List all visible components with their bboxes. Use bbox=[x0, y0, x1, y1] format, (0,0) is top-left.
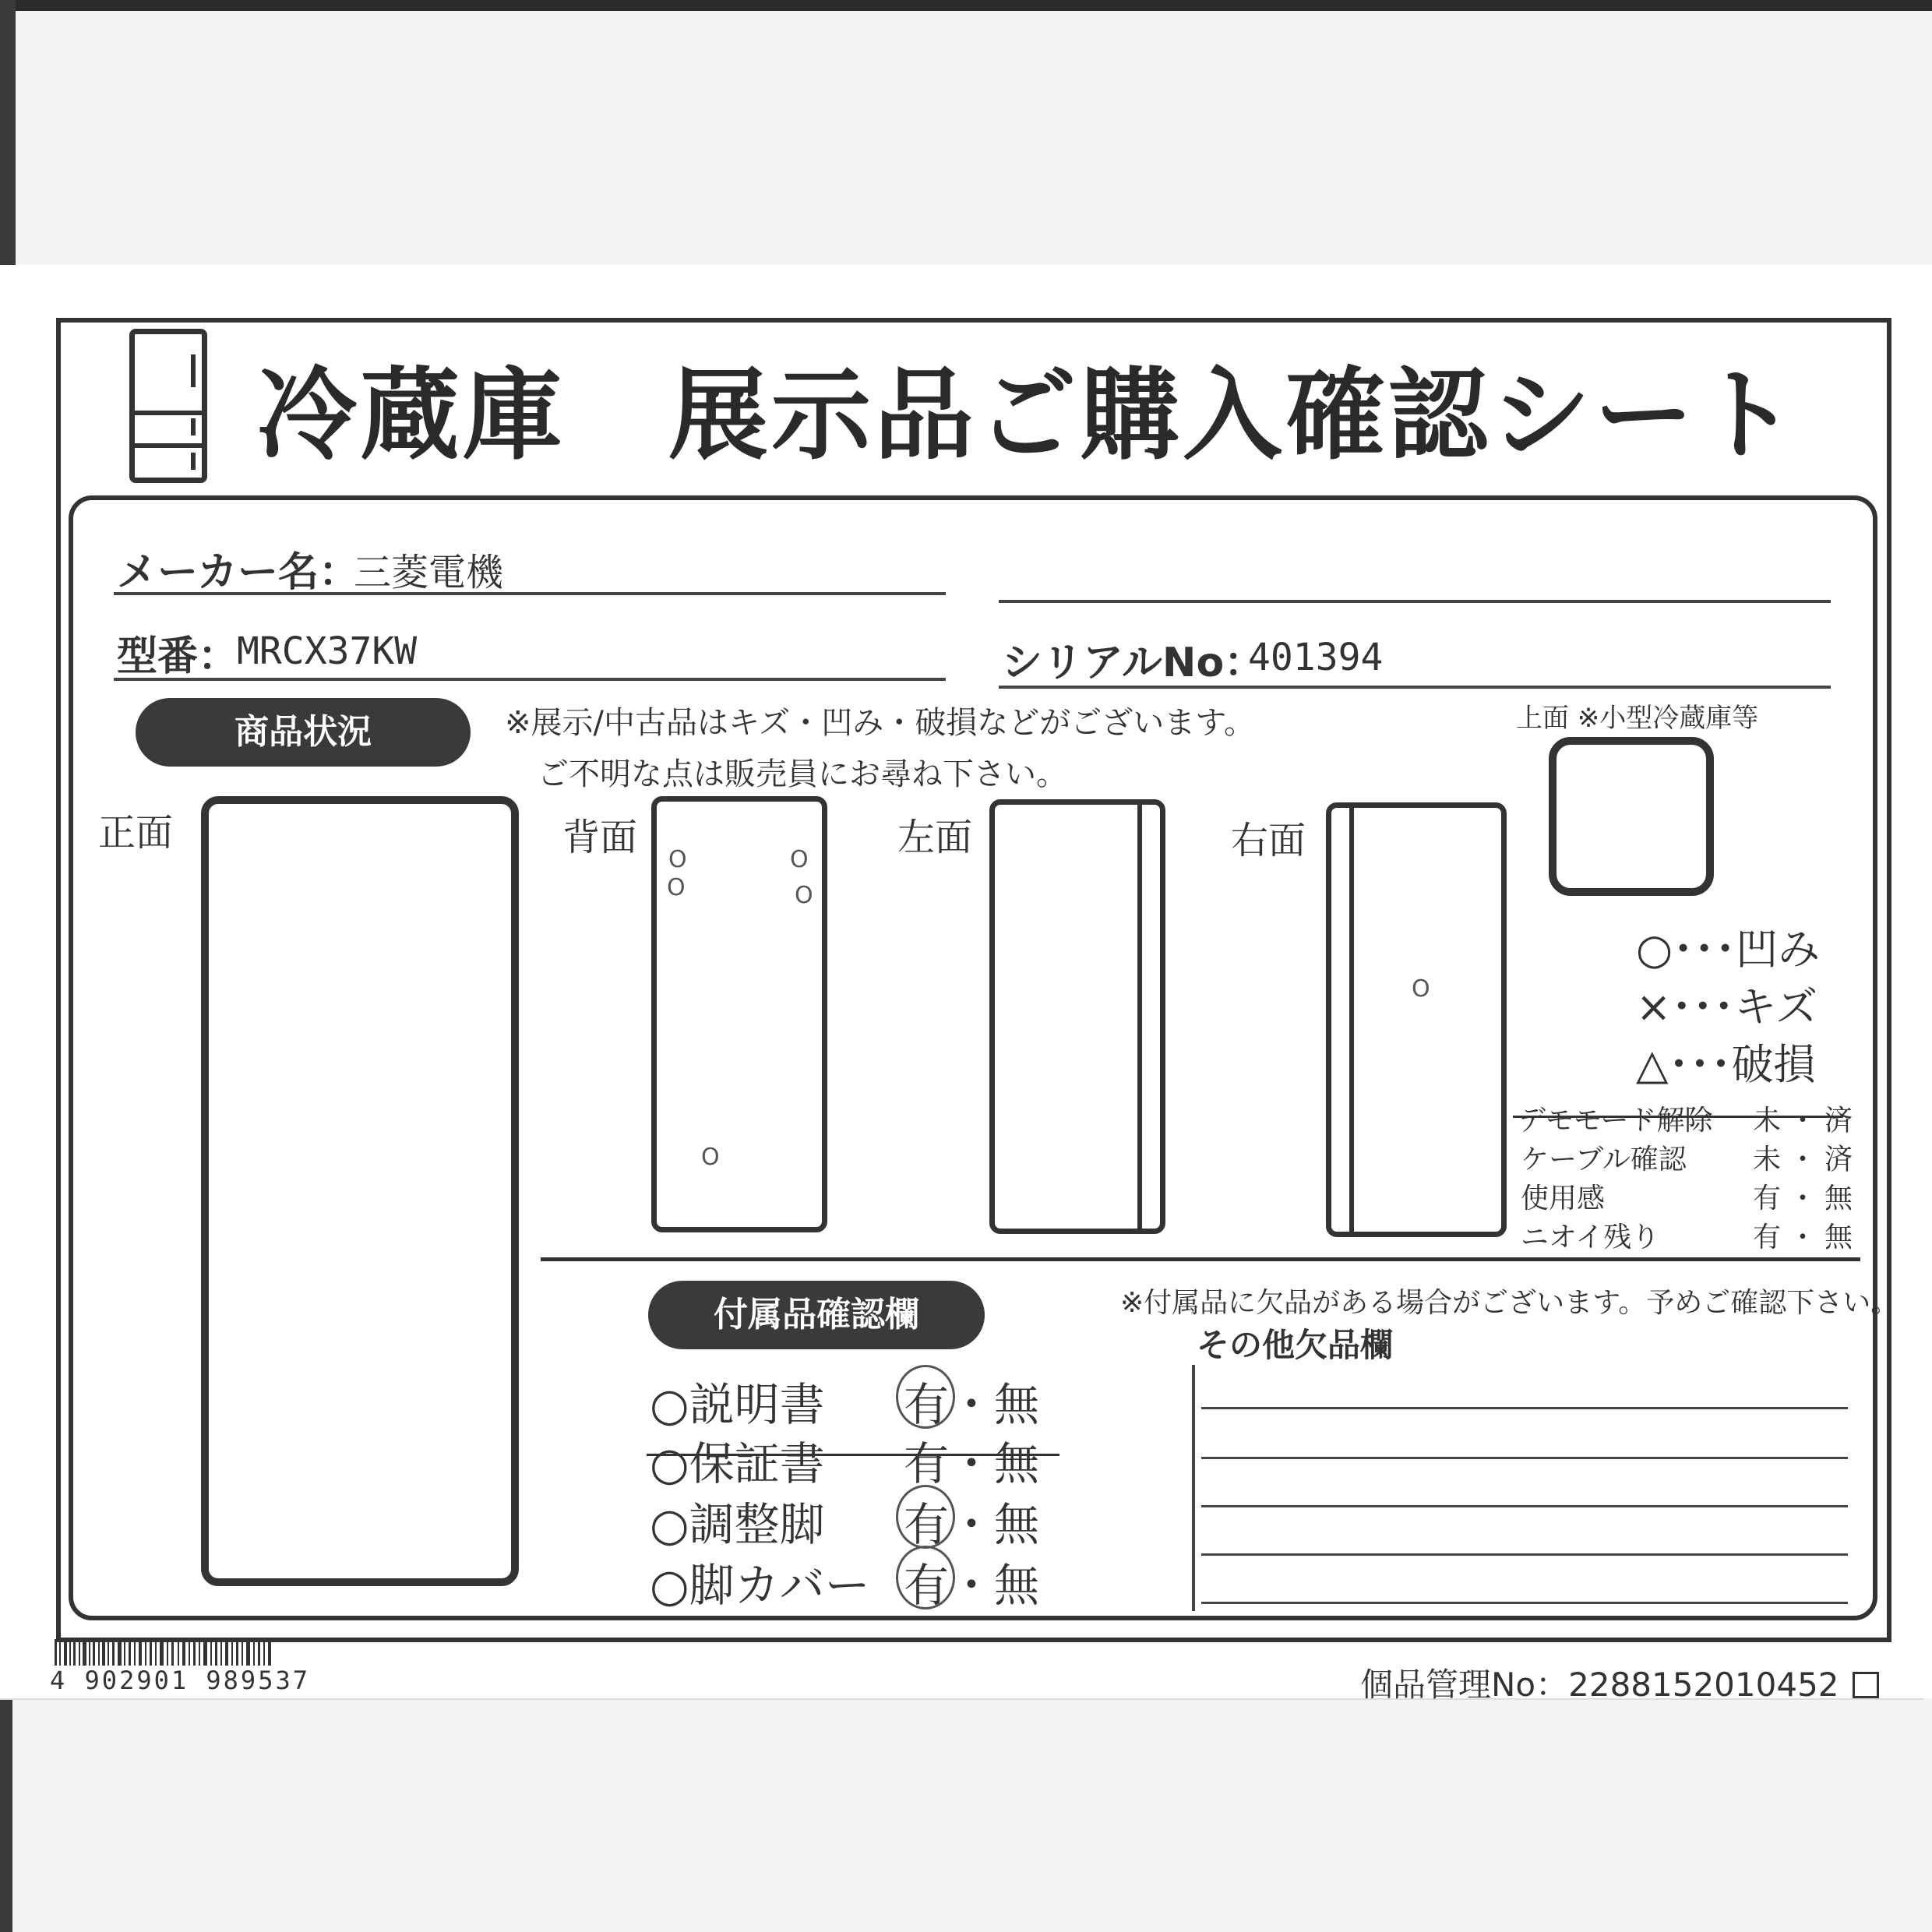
check-odor-label: ニオイ残り bbox=[1521, 1222, 1660, 1253]
other-missing-bracket bbox=[1192, 1365, 1197, 1611]
model-underline bbox=[114, 678, 946, 681]
check-cable-label: ケーブル確認 bbox=[1521, 1144, 1687, 1176]
front-panel bbox=[201, 796, 519, 1586]
left-panel-door-edge bbox=[1137, 802, 1142, 1231]
serial-value: 401394 bbox=[1248, 636, 1384, 679]
section-divider bbox=[541, 1257, 1860, 1261]
check-cable-options: 未・済 bbox=[1753, 1144, 1861, 1176]
check-usage-options: 有・無 bbox=[1753, 1183, 1861, 1215]
condition-heading: 商品状況 bbox=[136, 698, 471, 767]
handwritten-circle bbox=[896, 1485, 955, 1549]
back-dent-mark: O bbox=[701, 1144, 720, 1171]
top-label: 上面 ※小型冷蔵庫等 bbox=[1516, 703, 1759, 734]
management-number: 個品管理No：2288152010452 bbox=[1360, 1666, 1839, 1704]
left-label: 左面 bbox=[897, 816, 973, 859]
scan-background-top bbox=[0, 0, 1932, 265]
accessory-foot-cover: ○脚カバー bbox=[650, 1559, 870, 1612]
check-demo-mode-strike bbox=[1513, 1116, 1843, 1118]
accessories-note: ※付属品に欠品がある場合がございます。予めご確認下さい。 bbox=[1120, 1287, 1899, 1319]
back-dent-mark: O bbox=[795, 882, 813, 909]
other-missing-line bbox=[1201, 1505, 1848, 1507]
other-missing-line bbox=[1201, 1602, 1848, 1604]
accessory-manual: ○説明書 bbox=[650, 1378, 825, 1431]
check-usage-label: 使用感 bbox=[1521, 1183, 1606, 1215]
back-dent-mark: O bbox=[790, 846, 809, 873]
serial-label: シリアルNo： bbox=[1002, 640, 1265, 686]
handwritten-circle bbox=[896, 1546, 955, 1609]
accessory-adjust-foot-choice: 有・無 bbox=[904, 1498, 1040, 1551]
maker-value: 三菱電機 bbox=[354, 551, 504, 594]
accessory-warranty: ○保証書 bbox=[650, 1437, 825, 1490]
condition-note-line1: ※展示/中古品はキズ・凹み・破損などがございます。 bbox=[505, 705, 1255, 741]
legend-dent: ○･･･凹み bbox=[1636, 925, 1821, 974]
accessory-warranty-choice: 有・無 bbox=[904, 1437, 1040, 1490]
model-label: 型番： bbox=[117, 633, 239, 680]
other-missing-line bbox=[1201, 1553, 1848, 1556]
check-demo-mode-options: 未・済 bbox=[1753, 1105, 1861, 1137]
model-value: MRCX37KW bbox=[237, 629, 418, 673]
top-panel bbox=[1549, 737, 1714, 896]
front-label: 正面 bbox=[98, 811, 174, 855]
accessory-manual-choice: 有・無 bbox=[904, 1378, 1040, 1431]
check-odor-options: 有・無 bbox=[1753, 1222, 1861, 1253]
accessories-heading: 付属品確認欄 bbox=[648, 1281, 985, 1349]
legend-damage: △･･･破損 bbox=[1636, 1040, 1816, 1089]
back-dent-mark: O bbox=[668, 846, 687, 873]
condition-note-line2: ご不明な点は販売員にお尋ね下さい。 bbox=[538, 756, 1067, 792]
right-panel-door-edge bbox=[1349, 806, 1354, 1234]
maker-label: メーカー名： bbox=[117, 549, 359, 596]
accessory-warranty-strike bbox=[647, 1454, 1059, 1456]
right-label: 右面 bbox=[1231, 819, 1306, 862]
right-dent-mark: O bbox=[1412, 975, 1430, 1003]
blank-underline bbox=[999, 600, 1831, 603]
handwritten-circle bbox=[896, 1365, 955, 1429]
other-missing-line bbox=[1201, 1457, 1848, 1459]
scan-background-bottom bbox=[0, 1698, 1932, 1932]
back-label: 背面 bbox=[562, 816, 638, 859]
back-dent-mark: O bbox=[667, 874, 686, 901]
page-title: 冷蔵庫 展示品ご購入確認シート bbox=[257, 358, 1800, 474]
accessory-foot-cover-choice: 有・無 bbox=[904, 1559, 1040, 1612]
serial-underline bbox=[999, 686, 1831, 689]
fridge-icon bbox=[129, 329, 207, 483]
legend-scratch: ×･･･キズ bbox=[1636, 982, 1818, 1031]
check-demo-mode-label: デモモード解除 bbox=[1518, 1105, 1713, 1137]
other-missing-line bbox=[1201, 1407, 1848, 1409]
accessory-adjust-foot: ○調整脚 bbox=[650, 1498, 825, 1551]
other-missing-heading: その他欠品欄 bbox=[1197, 1326, 1394, 1364]
checkbox-square bbox=[1853, 1672, 1879, 1698]
barcode-number: 4 902901 989537 bbox=[50, 1666, 310, 1695]
maker-underline bbox=[114, 592, 946, 595]
